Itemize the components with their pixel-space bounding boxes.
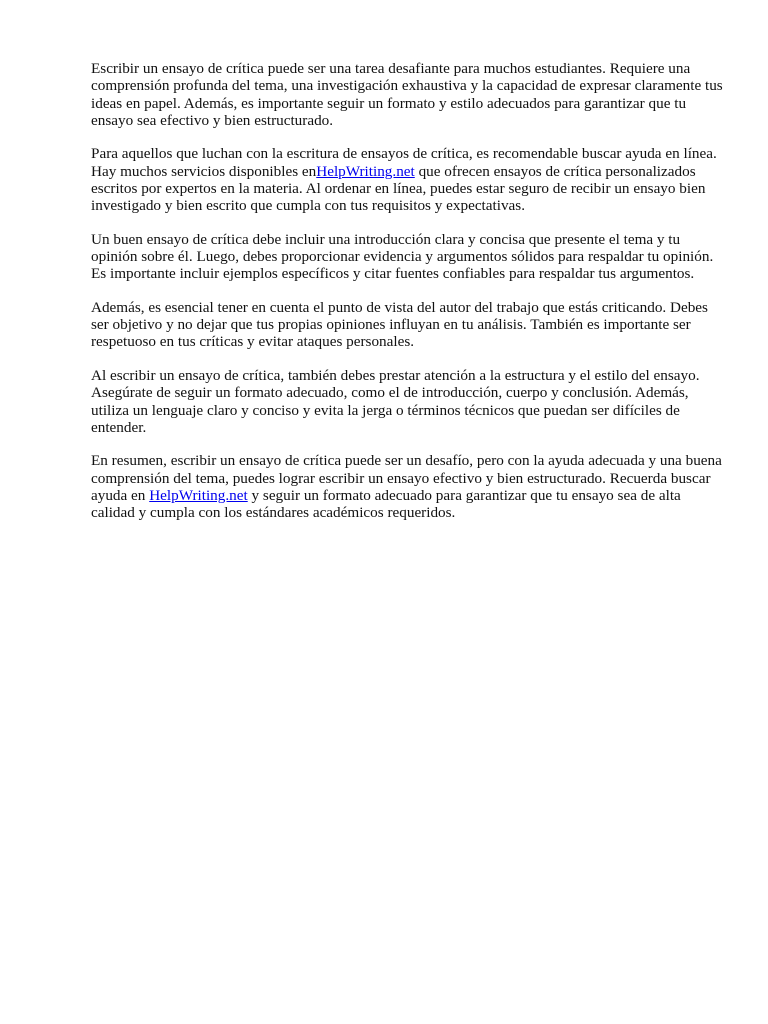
paragraph-online-help-text-before: Para aquellos que luchan con la escritura de ensayos de crítica, es recomendable buscar ayuda en línea. Hay muchos servicios disponibles en — [91, 145, 717, 180]
helpwriting-link-1[interactable]: HelpWriting.net — [316, 162, 415, 180]
document-body — [91, 60, 723, 538]
paragraph-structure-advice-text: Un buen ensayo de crítica debe incluir una introducción clara y concisa que presente el tema y tu opinión sobre él. Luego, debes proporcionar evidencia y argumentos sólidos para respaldar tu opinión. Es importante incluir ejemplos específicos y citar fuentes confiables para respaldar tus argumentos. — [91, 230, 714, 283]
paragraph-intro — [91, 60, 723, 129]
paragraph-online-help-text-after: que ofrecen ensayos de crítica personalizados escritos por expertos en la materia. Al ordenar en línea, puedes estar seguro de recibir un ensayo bien investigado y bien escrito que cumpla con tus requisitos y expectativas. — [91, 162, 706, 215]
paragraph-structure-advice — [91, 231, 723, 283]
paragraph-summary-text-before: En resumen, escribir un ensayo de crítica puede ser un desafío, pero con la ayuda adecuada y una buena comprensión del tema, puedes lograr escribir un ensayo efectivo y bien estructurado. Recuerda buscar ayuda en — [91, 452, 722, 504]
paragraph-online-help — [91, 145, 723, 214]
paragraph-author-viewpoint — [91, 299, 723, 351]
paragraph-author-viewpoint-text: Además, es esencial tener en cuenta el punto de vista del autor del trabajo que estás criticando. Debes ser objetivo y no dejar que tus propias opiniones influyan en tu análisis. También es importante ser respetuoso en tus críticas y evitar ataques personales. — [91, 298, 708, 351]
paragraph-intro-text: Escribir un ensayo de crítica puede ser una tarea desafiante para muchos estudiantes. Requiere una comprensión profunda del tema, una investigación exhaustiva y la capacidad de expresar claramente tus ideas en papel. Además, es importante seguir un formato y estilo adecuados para garantizar que tu ensayo sea efectivo y bien estructurado. — [91, 60, 723, 129]
paragraph-summary-text-after: y seguir un formato adecuado para garantizar que tu ensayo sea de alta calidad y cumpla con los estándares académicos requeridos. — [91, 486, 681, 522]
paragraph-style-text: Al escribir un ensayo de crítica, también debes prestar atención a la estructura y el estilo del ensayo. Asegúrate de seguir un formato adecuado, como el de introducción, cuerpo y conclusión. Además, utiliza un lenguaje claro y conciso y evita la jerga o términos técnicos que puedan ser difíciles de entender. — [91, 366, 700, 436]
helpwriting-link-2[interactable]: HelpWriting.net — [149, 486, 248, 504]
paragraph-summary — [91, 452, 723, 521]
paragraph-style — [91, 367, 723, 436]
